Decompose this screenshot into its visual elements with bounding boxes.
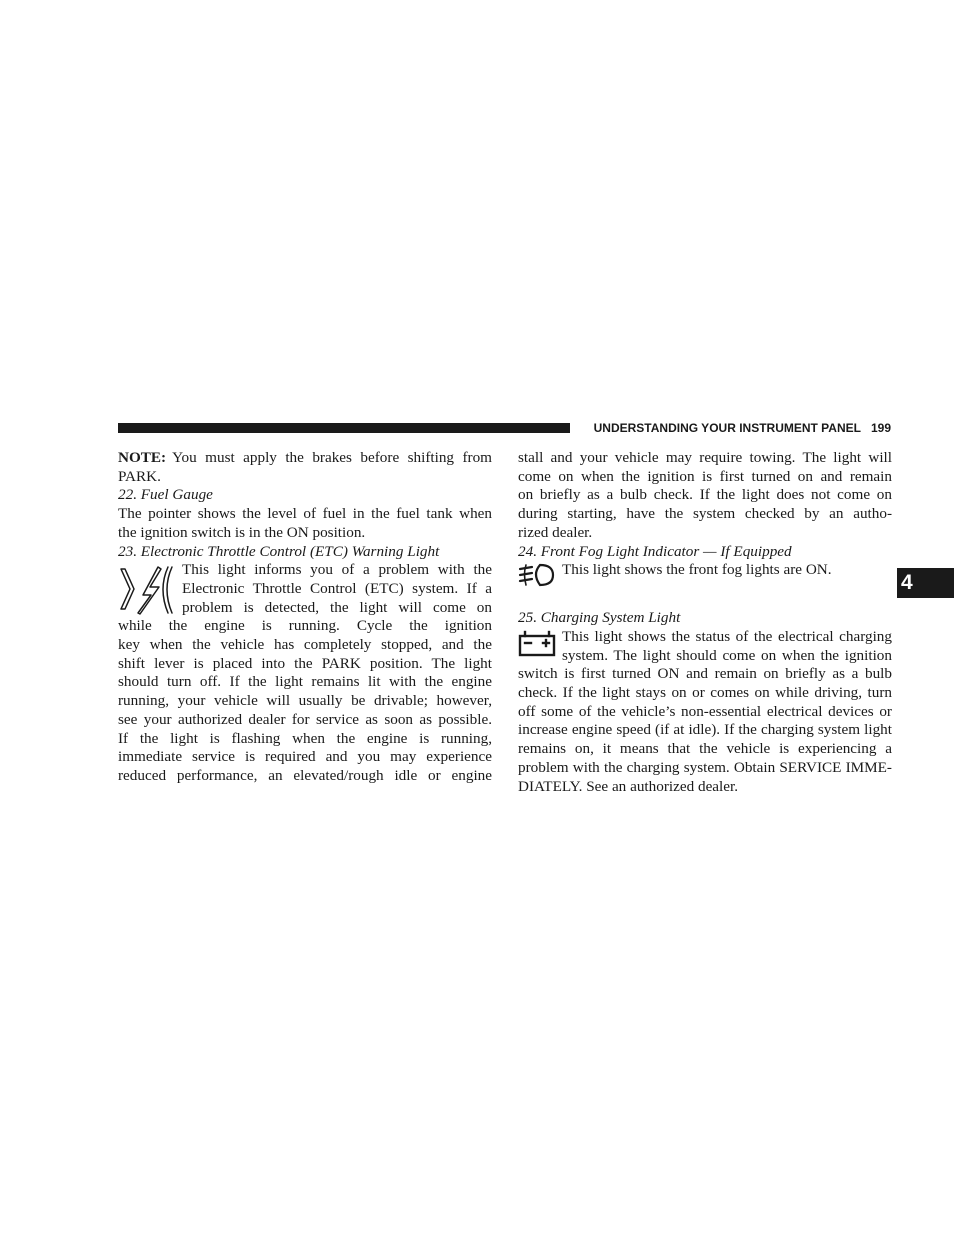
etc-line: running, your vehicle will usually be drivable; however, (118, 692, 492, 710)
charging-paragraph (518, 628, 892, 796)
charging-line: This light shows the status of the electrical charging (562, 627, 892, 645)
etc-line: If the light is flashing when the engine is running, (118, 729, 492, 747)
page-number: 199 (870, 421, 891, 435)
cont-line: during starting, have the system checked by an autho- (518, 505, 892, 523)
fuel-gauge-heading: 22. Fuel Gauge (118, 486, 213, 504)
etc-line: see your authorized dealer for service as soon as possible. (118, 710, 492, 728)
running-header (578, 419, 891, 437)
etc-line: reduced performance, an elevated/rough idle or engine (118, 766, 492, 784)
charging-heading: 25. Charging System Light (518, 609, 681, 627)
etc-heading: 23. Electronic Throttle Control (ETC) Warning Light (118, 542, 440, 560)
charging-line: system. The light should come on when the ignition (562, 646, 892, 664)
header-title: UNDERSTANDING YOUR INSTRUMENT PANEL (593, 421, 861, 435)
front-fog-light-icon (518, 561, 558, 589)
charging-line: off some of the vehicle’s non-essential electrical devices or (518, 702, 892, 720)
cont-line: stall and your vehicle may require towing. The light will (518, 449, 892, 466)
etc-line: should turn off. If the light remains lit with the engine (118, 673, 492, 691)
cont-line: on briefly as a bulb check. If the light does not come on (518, 486, 892, 504)
etc-line: problem is detected, the light will come on (182, 598, 492, 616)
fuel-line: The pointer shows the level of fuel in the fuel tank when (118, 505, 492, 523)
note-line: PARK. (118, 467, 161, 485)
battery-icon (518, 630, 558, 658)
etc-warning-icon (118, 561, 178, 617)
etc-line: immediate service is required and you may experience (118, 748, 492, 766)
left-column (118, 449, 492, 786)
header-rule (118, 423, 570, 433)
charging-line: DIATELY. See an authorized dealer. (518, 777, 739, 795)
note-label: NOTE: (118, 449, 167, 466)
etc-line: while the engine is running. Cycle the ignition (118, 617, 492, 635)
chapter-tab: 4 (897, 568, 954, 598)
charging-line: increase engine speed (if at idle). If the charging system light (518, 721, 892, 739)
etc-line: shift lever is placed into the PARK position. The light (118, 654, 492, 672)
charging-line: check. If the light stays on or comes on while driving, turn (518, 684, 892, 702)
etc-line: Electronic Throttle Control (ETC) system. If a (182, 579, 492, 597)
note-line: You must apply the brakes before shifting from (172, 449, 492, 466)
fog-light-paragraph (518, 561, 892, 589)
cont-line: rized dealer. (518, 523, 593, 541)
etc-continuation-paragraph (518, 449, 892, 543)
etc-line: key when the vehicle has completely stopped, and the (118, 636, 492, 654)
charging-line: problem with the charging system. Obtain SERVICE IMME- (518, 758, 892, 776)
fog-light-heading: 24. Front Fog Light Indicator — If Equipped (518, 542, 792, 560)
fog-light-text: This light shows the front fog lights are ON. (562, 561, 832, 579)
charging-line: switch is first turned ON and remain on briefly as a bulb (518, 665, 892, 683)
fuel-gauge-paragraph (118, 505, 492, 542)
right-column (518, 449, 892, 796)
note-paragraph (118, 449, 492, 486)
fuel-line: the ignition switch is in the ON position. (118, 523, 366, 541)
etc-paragraph (118, 561, 492, 785)
charging-line: remains on, it means that the vehicle is experiencing a (518, 740, 892, 758)
etc-line: This light informs you of a problem with the (182, 561, 492, 579)
cont-line: come on when the ignition is first turned on and remain (518, 467, 892, 485)
